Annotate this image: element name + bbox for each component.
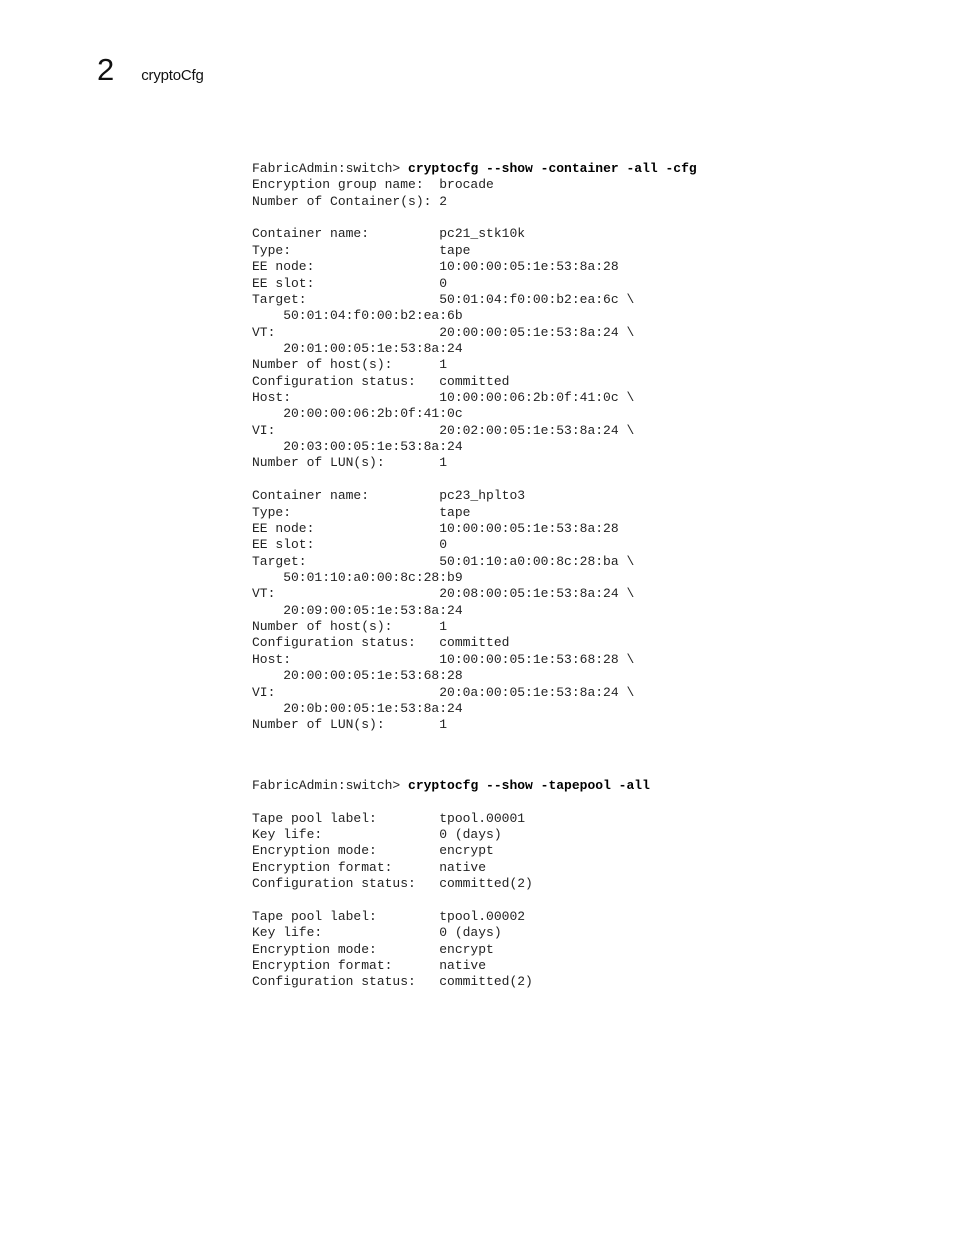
command-text: cryptocfg --show -container -all -cfg xyxy=(408,161,697,176)
command-prompt: FabricAdmin:switch> xyxy=(252,161,409,176)
command-prompt: FabricAdmin:switch> xyxy=(252,778,409,793)
section-title: cryptoCfg xyxy=(141,67,204,84)
command-text: cryptocfg --show -tapepool -all xyxy=(408,778,650,793)
chapter-number: 2 xyxy=(97,52,115,87)
code-example-container-show xyxy=(252,161,697,734)
command-output: Tape pool label: tpool.00001 Key life: 0 (days) Encryption mode: encrypt Encryption format: native Configuration status: committed(2) Tape pool label: tpool.00002 Key life: 0 (days) Encryption mode: encrypt Encryption format: native Configuration status: committed(2) xyxy=(252,810,533,990)
code-example-tapepool-show xyxy=(252,778,650,991)
command-output: Encryption group name: brocade Number of Container(s): 2 Container name: pc21_stk10k Type: tape EE node: 10:00:00:05:1e:53:8a:28 EE slot: 0 Target: 50:01:04:f0:00:b2:ea:6c \ 50:01:04:f0:00:b2:ea:6b VT: 20:00:00:05:1e:53:8a:24 \ 20:01:00:05:1e:53:8a:24 Number of host(s): 1 Configuration status: committed Host: 10:00:00:06:2b:0f:41:0c \ 20:00:00:06:2b:0f:41:0c VI: 20:02:00:05:1e:53:8a:24 \ 20:03:00:05:1e:53:8a:24 Number of LUN(s): 1 Container name: pc23_hplto3 Type: tape EE node: 10:00:00:05:1e:53:8a:28 EE slot: 0 Target: 50:01:10:a0:00:8c:28:ba \ 50:01:10:a0:00:8c:28:b9 VT: 20:08:00:05:1e:53:8a:24 \ 20:09:00:05:1e:53:8a:24 Number of host(s): 1 Configuration status: committed Host: 10:00:00:05:1e:53:68:28 \ 20:00:00:05:1e:53:68:28 VI: 20:0a:00:05:1e:53:8a:24 \ 20:0b:00:05:1e:53:8a:24 Number of LUN(s): 1 xyxy=(252,177,635,733)
page-header xyxy=(97,52,204,88)
